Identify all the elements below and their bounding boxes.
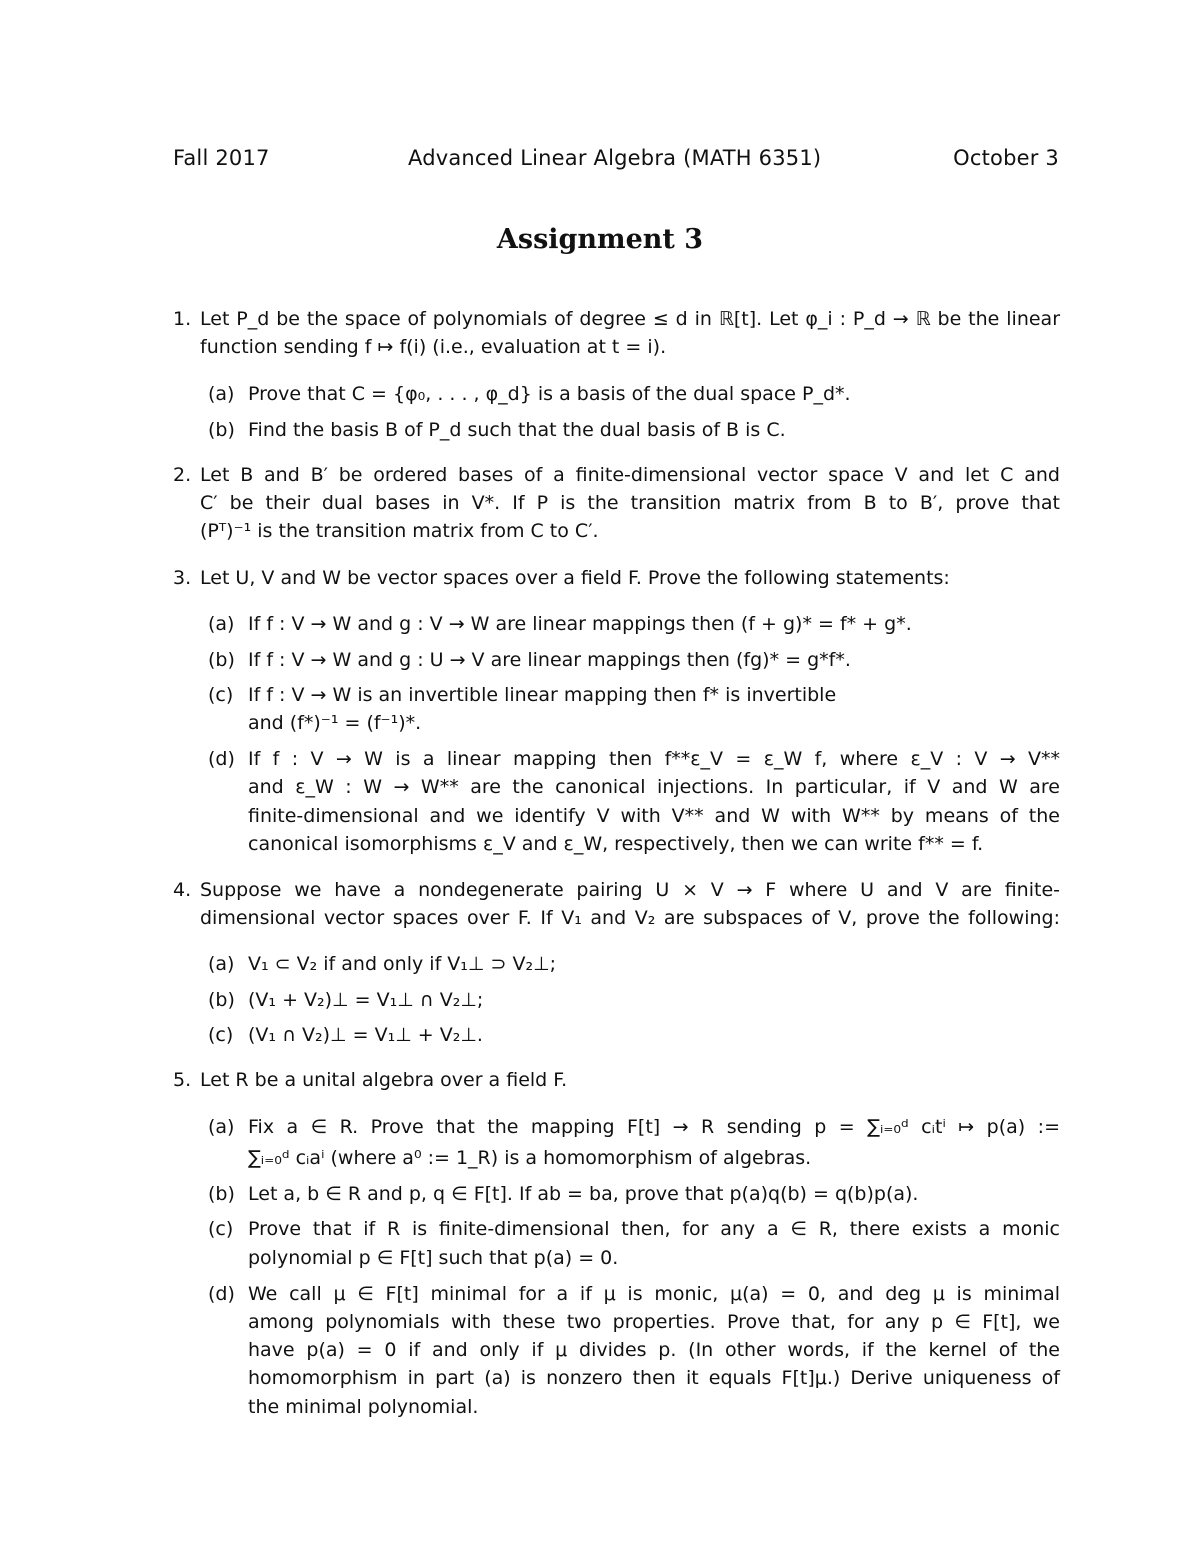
problem-4b-text: (V₁ + V₂)⊥ = V₁⊥ ∩ V₂⊥; <box>248 989 484 1011</box>
problem-1-text: Let P_d be the space of polynomials of degree ≤ d in ℝ[t]. Let φ_i : P_d → ℝ be the linear <box>200 308 1060 330</box>
page-header <box>173 146 1059 176</box>
problem-2-text: C′ be their dual bases in V*. If P is the transition matrix from B to B′, prove that <box>200 492 1060 514</box>
problem-5d-text: homomorphism in part (a) is nonzero then it equals F[t]μ.) Derive uniqueness of <box>248 1367 1060 1389</box>
problem-4a-text: V₁ ⊂ V₂ if and only if V₁⊥ ⊃ V₂⊥; <box>248 953 557 975</box>
problem-5b-text: Let a, b ∈ R and p, q ∈ F[t]. If ab = ba, prove that p(a)q(b) = q(b)p(a). <box>248 1183 919 1205</box>
problem-5a-text: Fix a ∈ R. Prove that the mapping F[t] → R sending p = ∑ᵢ₌₀ᵈ cᵢtⁱ ↦ p(a) := <box>248 1116 1060 1138</box>
problem-3a-text: If f : V → W and g : V → W are linear mappings then (f + g)* = f* + g*. <box>248 613 912 635</box>
problem-5-number: 5. <box>173 1069 192 1091</box>
problem-3d-label: (d) <box>208 748 235 770</box>
problem-5a-text: ∑ᵢ₌₀ᵈ cᵢaⁱ (where a⁰ := 1_R) is a homomorphism of algebras. <box>248 1147 812 1169</box>
problem-3c-text: and (f*)⁻¹ = (f⁻¹)*. <box>248 712 422 734</box>
problem-3d-text: finite-dimensional and we identify V with V** and W with W** by means of the <box>248 805 1060 827</box>
problem-1b-text: Find the basis B of P_d such that the dual basis of B is C. <box>248 419 786 441</box>
problem-5b-label: (b) <box>208 1183 235 1205</box>
problem-3d-text: canonical isomorphisms ε_V and ε_W, respectively, then we can write f** = f. <box>248 833 984 855</box>
problem-1-number: 1. <box>173 308 192 330</box>
header-date: October 3 <box>953 146 1059 170</box>
problem-3d-text: and ε_W : W → W** are the canonical injections. In particular, if V and W are <box>248 776 1060 798</box>
problem-5d-text: We call μ ∈ F[t] minimal for a if μ is monic, μ(a) = 0, and deg μ is minimal <box>248 1283 1060 1305</box>
problem-5d-text: among polynomials with these two properties. Prove that, for any p ∈ F[t], we <box>248 1311 1060 1333</box>
problem-2-text: Let B and B′ be ordered bases of a finite-dimensional vector space V and let C and <box>200 464 1060 486</box>
problem-1-text: function sending f ↦ f(i) (i.e., evaluation at t = i). <box>200 336 667 358</box>
problem-5c-text: Prove that if R is finite-dimensional then, for any a ∈ R, there exists a monic <box>248 1218 1060 1240</box>
problem-3d-text: If f : V → W is a linear mapping then f**ε_V = ε_W f, where ε_V : V → V** <box>248 748 1060 770</box>
page-title: Assignment 3 <box>496 224 704 255</box>
problem-3a-label: (a) <box>208 613 235 635</box>
problem-4c-text: (V₁ ∩ V₂)⊥ = V₁⊥ + V₂⊥. <box>248 1024 483 1046</box>
problem-3-number: 3. <box>173 567 192 589</box>
problem-4-text: dimensional vector spaces over F. If V₁ and V₂ are subspaces of V, prove the following: <box>200 907 1060 929</box>
problem-2-number: 2. <box>173 464 192 486</box>
problem-5a-label: (a) <box>208 1116 235 1138</box>
problem-3c-label: (c) <box>208 684 234 706</box>
problem-3-text: Let U, V and W be vector spaces over a field F. Prove the following statements: <box>200 567 950 589</box>
problem-3b-label: (b) <box>208 649 235 671</box>
problem-5d-text: the minimal polynomial. <box>248 1396 479 1418</box>
problem-5d-text: have p(a) = 0 if and only if μ divides p. (In other words, if the kernel of the <box>248 1339 1060 1361</box>
problem-2-text: (Pᵀ)⁻¹ is the transition matrix from C to C′. <box>200 520 599 542</box>
problem-5c-text: polynomial p ∈ F[t] such that p(a) = 0. <box>248 1247 619 1269</box>
problem-5-text: Let R be a unital algebra over a field F. <box>200 1069 568 1091</box>
problem-4c-label: (c) <box>208 1024 234 1046</box>
problem-1a-text: Prove that C = {φ₀, . . . , φ_d} is a basis of the dual space P_d*. <box>248 383 851 405</box>
problem-1b-label: (b) <box>208 419 235 441</box>
header-semester: Fall 2017 <box>173 146 270 170</box>
problem-3b-text: If f : V → W and g : U → V are linear mappings then (fg)* = g*f*. <box>248 649 851 671</box>
problem-5c-label: (c) <box>208 1218 234 1240</box>
header-course: Advanced Linear Algebra (MATH 6351) <box>408 146 822 170</box>
problem-5d-label: (d) <box>208 1283 235 1305</box>
problem-4a-label: (a) <box>208 953 235 975</box>
problem-3c-text: If f : V → W is an invertible linear mapping then f* is invertible <box>248 684 837 706</box>
problem-1a-label: (a) <box>208 383 235 405</box>
problem-4b-label: (b) <box>208 989 235 1011</box>
problem-4-number: 4. <box>173 879 192 901</box>
problem-4-text: Suppose we have a nondegenerate pairing U × V → F where U and V are finite- <box>200 879 1060 901</box>
